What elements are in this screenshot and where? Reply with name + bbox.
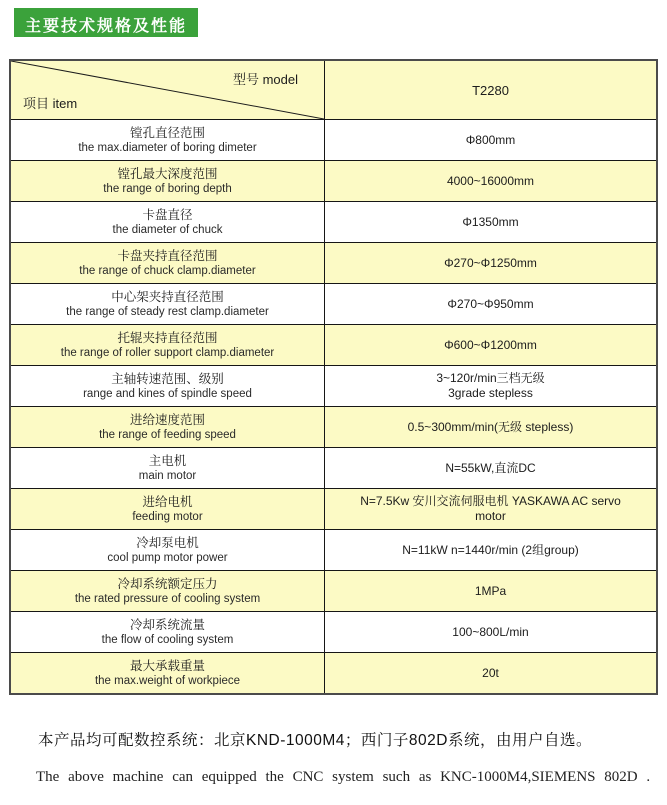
header-model-label: 型号 model: [232, 72, 298, 87]
spec-table: [9, 59, 658, 695]
note-chinese: 本产品均可配数控系统：北京KND-1000M4；西门子802D系统，由用户自选。: [38, 732, 592, 749]
spec-value-line: 0.5~300mm/min(无级 stepless): [407, 419, 574, 434]
spec-label-cell: [11, 653, 325, 693]
spec-label-cell: [11, 448, 325, 488]
header-model-value-cell: [325, 61, 656, 119]
spec-value-cell: [325, 120, 656, 160]
spec-label-cell: [11, 571, 325, 611]
spec-value-cell: [325, 571, 656, 611]
spec-label-en: the flow of cooling system: [101, 634, 234, 646]
spec-label-en: the max.weight of workpiece: [94, 675, 241, 687]
spec-label-cell: [11, 366, 325, 406]
note-english: The above machine can equipped the CNC system such as KNC-1000M4,SIEMENS 802D .: [36, 769, 651, 785]
spec-value-cell: [325, 489, 656, 529]
table-row: [11, 324, 656, 365]
page-title-badge: 主要技术规格及性能: [14, 8, 198, 37]
spec-value-line: Φ270~Φ1250mm: [444, 255, 537, 270]
spec-label-en: the rated pressure of cooling system: [74, 593, 261, 605]
spec-value-line: N=11kW n=1440r/min (2组group): [402, 542, 579, 557]
spec-label-cell: [11, 161, 325, 201]
table-row: [11, 119, 656, 160]
spec-label-en: the max.diameter of boring dimeter: [78, 142, 257, 154]
spec-value-line: N=7.5Kw 安川交流伺服电机 YASKAWA AC servo: [360, 494, 621, 508]
spec-label-en: the range of feeding speed: [99, 429, 236, 441]
header-diagonal-cell: [11, 61, 325, 119]
spec-label-cell: [11, 612, 325, 652]
spec-value-line: 3~120r/min三档无级: [436, 371, 545, 385]
spec-value-cell: [325, 407, 656, 447]
spec-value-cell: [325, 366, 656, 406]
spec-label-cell: [11, 284, 325, 324]
spec-value-cell: [325, 161, 656, 201]
table-header-row: [11, 61, 656, 119]
table-row: [11, 201, 656, 242]
spec-label-en: range and kines of spindle speed: [83, 388, 252, 400]
table-row: [11, 160, 656, 201]
spec-value-cell: [325, 448, 656, 488]
table-row: [11, 365, 656, 406]
spec-value-line: 4000~16000mm: [446, 173, 535, 188]
table-row: [11, 283, 656, 324]
spec-value-line: N=55kW,直流DC: [445, 460, 536, 475]
spec-value-line: 1MPa: [474, 583, 507, 598]
spec-label-zh: 冷却泵电机: [136, 536, 199, 550]
spec-label-cell: [11, 202, 325, 242]
spec-label-en: the range of boring depth: [103, 183, 232, 195]
spec-value-line: 20t: [482, 665, 499, 680]
spec-label-cell: [11, 530, 325, 570]
spec-value-line: 3grade stepless: [448, 386, 533, 400]
table-row: [11, 611, 656, 652]
table-row: [11, 529, 656, 570]
table-row: [11, 242, 656, 283]
spec-value-cell: [325, 284, 656, 324]
spec-value-line: Φ600~Φ1200mm: [444, 337, 537, 352]
spec-label-cell: [11, 489, 325, 529]
spec-label-cell: [11, 120, 325, 160]
model-value: T2280: [472, 82, 509, 98]
spec-label-en: the range of roller support clamp.diameter: [60, 347, 275, 359]
spec-label-en: feeding motor: [132, 511, 203, 523]
spec-label-zh: 托辊夹持直径范围: [117, 331, 218, 345]
spec-label-zh: 最大承载重量: [129, 659, 205, 673]
spec-label-cell: [11, 243, 325, 283]
spec-label-cell: [11, 325, 325, 365]
spec-label-en: the diameter of chuck: [112, 224, 223, 236]
spec-label-zh: 主轴转速范围、级别: [111, 372, 224, 386]
spec-value-cell: [325, 530, 656, 570]
spec-value-line: Φ270~Φ950mm: [447, 296, 534, 311]
spec-value-cell: [325, 612, 656, 652]
spec-label-zh: 中心架夹持直径范围: [111, 290, 224, 304]
spec-label-zh: 冷却系统额定压力: [117, 577, 218, 591]
spec-label-zh: 镗孔直径范围: [129, 126, 205, 140]
spec-label-zh: 进给电机: [142, 495, 193, 509]
header-item-label: 项目 item: [23, 96, 78, 111]
spec-label-zh: 镗孔最大深度范围: [117, 167, 218, 181]
table-row: [11, 570, 656, 611]
spec-value-cell: [325, 325, 656, 365]
spec-table-body: [11, 119, 656, 693]
spec-value-line: Φ800mm: [465, 132, 516, 147]
table-row: [11, 488, 656, 529]
spec-label-en: main motor: [138, 470, 197, 482]
spec-label-en: the range of steady rest clamp.diameter: [66, 306, 269, 318]
spec-value-cell: [325, 243, 656, 283]
spec-label-en: cool pump motor power: [107, 552, 228, 564]
spec-label-zh: 卡盘直径: [142, 208, 193, 222]
spec-label-zh: 进给速度范围: [129, 413, 205, 427]
table-row: [11, 652, 656, 693]
spec-value-cell: [325, 653, 656, 693]
spec-label-en: the range of chuck clamp.diameter: [79, 265, 256, 277]
spec-value-line: motor: [475, 509, 506, 523]
spec-label-cell: [11, 407, 325, 447]
spec-label-zh: 冷却系统流量: [129, 618, 205, 632]
table-row: [11, 447, 656, 488]
spec-label-zh: 卡盘夹持直径范围: [117, 249, 218, 263]
table-row: [11, 406, 656, 447]
spec-value-cell: [325, 202, 656, 242]
spec-label-zh: 主电机: [148, 454, 187, 468]
spec-value-line: 100~800L/min: [452, 624, 529, 639]
spec-value-line: Φ1350mm: [462, 214, 519, 229]
